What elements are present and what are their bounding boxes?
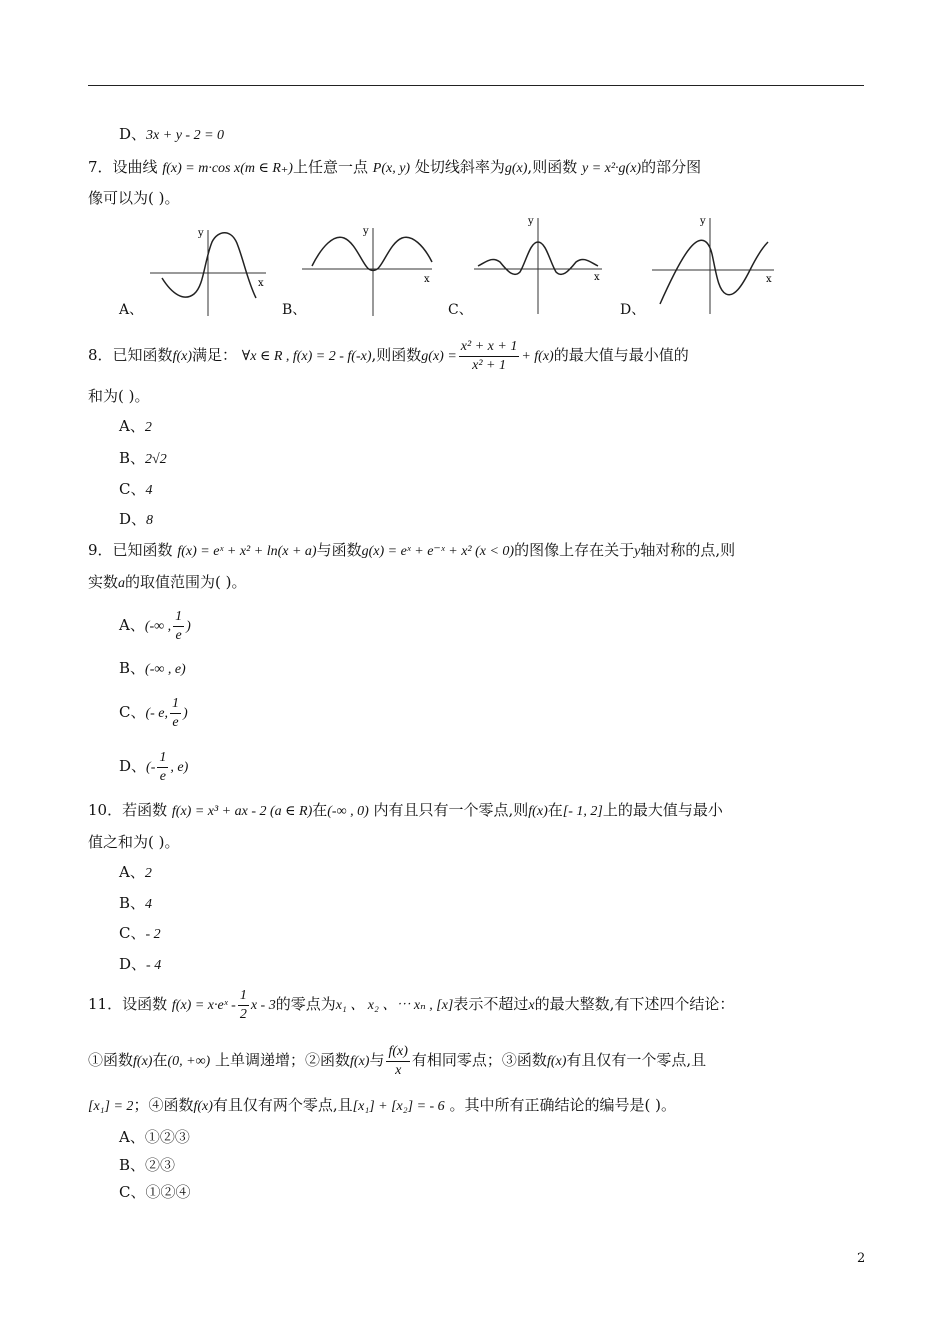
- q9-option-d: [119, 748, 188, 786]
- math-expression: f(x): [172, 349, 192, 364]
- stem-text: ；④函数: [133, 1096, 194, 1114]
- graph-b-label: B、: [282, 302, 307, 318]
- math-expression: [x₁] = 2: [88, 1099, 134, 1114]
- math-expression: f(x) = x·eˣ -: [171, 998, 236, 1013]
- stem-text: 满足：: [192, 346, 238, 364]
- option-value: ①②④: [145, 1183, 191, 1201]
- option-label: C、: [119, 924, 146, 942]
- stem-text: 的最大整数,有下述四个结论：: [534, 995, 735, 1013]
- q10-stem-line1: [88, 800, 723, 822]
- fraction: [238, 987, 249, 1024]
- option-label: B、: [119, 659, 146, 677]
- q8-stem-line1: [88, 337, 689, 375]
- math-expression: (- e,: [145, 706, 169, 721]
- math-expression: f(x): [350, 1054, 370, 1069]
- math-expression: [- 1, 2]: [562, 804, 603, 819]
- stem-text: 有且仅有一个零点,且: [566, 1051, 707, 1069]
- math-expression: x₁ 、 x₂ 、⋯ xₙ , [x]: [335, 998, 454, 1013]
- math-expression: g(x): [504, 161, 528, 176]
- stem-text: 轴对称的点,则: [640, 541, 736, 559]
- option-label: D、: [119, 125, 147, 143]
- math-expression: x: [528, 998, 535, 1013]
- numerator: 1: [238, 987, 249, 1006]
- question-number: 9．: [88, 541, 113, 559]
- math-expression: (-∞ ,: [144, 619, 172, 634]
- q7-stem-line2: 像可以为( )。: [88, 189, 180, 207]
- stem-text: 设函数: [122, 995, 168, 1013]
- q10-stem-line2: 值之和为( )。: [88, 833, 180, 851]
- option-value: (-∞ , e): [145, 662, 186, 677]
- math-expression: x - 3: [250, 998, 276, 1013]
- x-axis-label: x: [594, 272, 600, 283]
- graph-d: [648, 214, 778, 320]
- option-label: C、: [119, 480, 146, 498]
- fraction: [170, 695, 181, 732]
- q7-stem-line1: [88, 157, 701, 179]
- math-expression: f(x): [546, 1054, 567, 1069]
- x-axis-label: x: [258, 278, 264, 289]
- denominator: e: [159, 768, 166, 784]
- stem-text: ,则函数: [371, 346, 422, 364]
- q9-option-b: [119, 658, 186, 680]
- q11-option-b: [119, 1155, 175, 1175]
- stem-text: 上单调递增；②函数: [215, 1051, 351, 1069]
- q9-stem-line2: [88, 572, 247, 594]
- graph-d-label: D、: [620, 302, 646, 318]
- option-label: A、: [119, 1128, 145, 1146]
- q8-option-d: [119, 509, 153, 531]
- math-expression: (0, +∞): [167, 1054, 211, 1069]
- question-number: 11．: [88, 995, 123, 1013]
- stem-text: 有且仅有两个零点,且: [212, 1096, 353, 1114]
- q11-option-a: [119, 1127, 190, 1147]
- q8-option-b: [119, 448, 167, 470]
- math-expression: (m ∈ R₊): [240, 161, 293, 176]
- option-label: D、: [119, 510, 147, 528]
- stem-text: 表示不超过: [453, 995, 529, 1013]
- math-expression: f(x): [528, 804, 548, 819]
- numerator: f(x): [386, 1043, 409, 1062]
- q9-stem-line1: [88, 540, 735, 562]
- page-number: 2: [857, 1251, 866, 1266]
- option-label: A、: [119, 863, 145, 881]
- option-label: B、: [119, 894, 146, 912]
- option-label: A、: [119, 417, 145, 435]
- math-expression: y: [634, 544, 641, 559]
- stem-text: 设曲线: [112, 158, 158, 176]
- math-expression: f(x) = x³ + ax - 2 (a ∈ R): [171, 804, 313, 819]
- math-expression: f(x) = m·cos x: [162, 161, 241, 176]
- stem-text: 实数: [88, 573, 119, 591]
- stem-text: 的图像上存在关于: [514, 541, 635, 559]
- math-expression: , e): [170, 760, 189, 775]
- stem-text: 的零点为: [275, 995, 336, 1013]
- stem-text: 上任意一点: [292, 158, 368, 176]
- math-expression: a: [118, 576, 126, 591]
- y-axis-label: y: [363, 226, 369, 237]
- stem-text: 与: [369, 1051, 385, 1069]
- math-expression: ): [183, 706, 188, 721]
- q11-stem-line3: [88, 1095, 676, 1117]
- q8-option-a: [119, 416, 152, 438]
- q8-stem-line2: 和为( )。: [88, 387, 150, 405]
- question-number: 7．: [88, 158, 113, 176]
- denominator: 2: [239, 1006, 247, 1022]
- x-axis-label: x: [766, 274, 772, 285]
- curve: [162, 233, 256, 298]
- option-value: 8: [146, 513, 154, 528]
- fraction: [459, 338, 520, 375]
- stem-text: 的最大值与最小值的: [553, 346, 689, 364]
- math-expression: f(x): [133, 1054, 153, 1069]
- option-label: B、: [119, 1156, 146, 1174]
- option-value: 3x + y - 2 = 0: [146, 128, 225, 143]
- option-value: - 4: [146, 958, 162, 973]
- math-expression: (-∞ , 0): [327, 804, 369, 819]
- stem-text: 的取值范围为( )。: [125, 573, 247, 591]
- option-value: 2: [144, 866, 152, 881]
- math-expression: P(x, y): [372, 161, 411, 176]
- stem-text: 有相同零点；③函数: [411, 1051, 547, 1069]
- option-label: D、: [119, 757, 147, 775]
- y-axis-label: y: [700, 216, 706, 227]
- math-expression: (-: [146, 760, 156, 775]
- q10-option-b: [119, 893, 152, 915]
- header-rule: [88, 85, 864, 86]
- option-value: ②③: [145, 1156, 176, 1174]
- math-expression: f(x) = eˣ + x² + ln(x + a): [177, 544, 317, 559]
- q10-option-c: [119, 923, 161, 945]
- curve: [660, 240, 768, 304]
- math-expression: ): [186, 619, 191, 634]
- stem-text: 在: [152, 1051, 168, 1069]
- stem-text: 内有且只有一个零点,则: [373, 801, 529, 819]
- y-axis-label: y: [198, 228, 204, 239]
- numerator: 1: [157, 749, 168, 768]
- denominator: e: [175, 627, 182, 643]
- math-expression: g(x) = eˣ + e⁻ˣ + x² (x < 0): [361, 544, 515, 559]
- q11-stem-line1: [88, 986, 734, 1024]
- option-value: ①②③: [144, 1128, 190, 1146]
- option-value: 2: [144, 420, 152, 435]
- denominator: x² + 1: [472, 357, 506, 373]
- graph-a-label: A、: [119, 302, 144, 318]
- question-number: 8．: [88, 346, 113, 364]
- option-label: C、: [119, 703, 146, 721]
- graph-a: [148, 222, 270, 320]
- option-value: 4: [145, 897, 153, 912]
- option-label: D、: [119, 955, 147, 973]
- math-expression: ∀x ∈ R , f(x) = 2 - f(-x): [241, 349, 372, 364]
- option-value: 2√2: [145, 452, 167, 467]
- graph-b: [300, 222, 436, 320]
- q6-option-d: [119, 124, 224, 146]
- stem-text: 的部分图: [641, 158, 702, 176]
- stem-text: 在: [312, 801, 328, 819]
- question-number: 10．: [88, 801, 123, 819]
- denominator: x: [395, 1062, 402, 1078]
- option-label: A、: [119, 616, 145, 634]
- option-value: 4: [145, 483, 153, 498]
- stem-text: 已知函数: [112, 346, 173, 364]
- q11-stem-line2: [88, 1042, 706, 1080]
- stem-text: 上的最大值与最小: [602, 801, 723, 819]
- numerator: 1: [170, 695, 181, 714]
- q10-option-d: [119, 954, 161, 976]
- q9-option-c: [119, 694, 188, 732]
- q8-option-c: [119, 479, 152, 501]
- q11-option-c: [119, 1182, 191, 1202]
- denominator: e: [172, 714, 179, 730]
- stem-text: 在: [547, 801, 563, 819]
- x-axis-label: x: [424, 274, 430, 285]
- stem-text: ,则函数: [527, 158, 578, 176]
- fraction: [157, 749, 168, 786]
- math-expression: [x₁] + [x₂] = - 6: [352, 1099, 445, 1114]
- option-label: C、: [119, 1183, 146, 1201]
- math-expression: f(x): [193, 1099, 213, 1114]
- numerator: 1: [173, 608, 184, 627]
- option-label: B、: [119, 449, 146, 467]
- option-value: - 2: [145, 927, 161, 942]
- stem-text: 已知函数: [112, 541, 173, 559]
- stem-text: 处切线斜率为: [414, 158, 505, 176]
- graph-c-label: C、: [448, 302, 473, 318]
- stem-text: 。其中所有正确结论的编号是( )。: [449, 1096, 676, 1114]
- math-expression: y = x²·g(x): [581, 161, 642, 176]
- math-expression: g(x) =: [421, 349, 457, 364]
- curve: [312, 237, 432, 270]
- q9-option-a: [119, 607, 191, 645]
- stem-text: 若函数: [122, 801, 168, 819]
- graph-c: [470, 214, 606, 320]
- fraction: [173, 608, 184, 645]
- y-axis-label: y: [528, 216, 534, 227]
- stem-text: ①函数: [88, 1051, 134, 1069]
- q10-option-a: [119, 862, 152, 884]
- math-expression: + f(x): [521, 349, 554, 364]
- numerator: x² + x + 1: [459, 338, 520, 357]
- fraction: [386, 1043, 409, 1080]
- stem-text: 与函数: [316, 541, 362, 559]
